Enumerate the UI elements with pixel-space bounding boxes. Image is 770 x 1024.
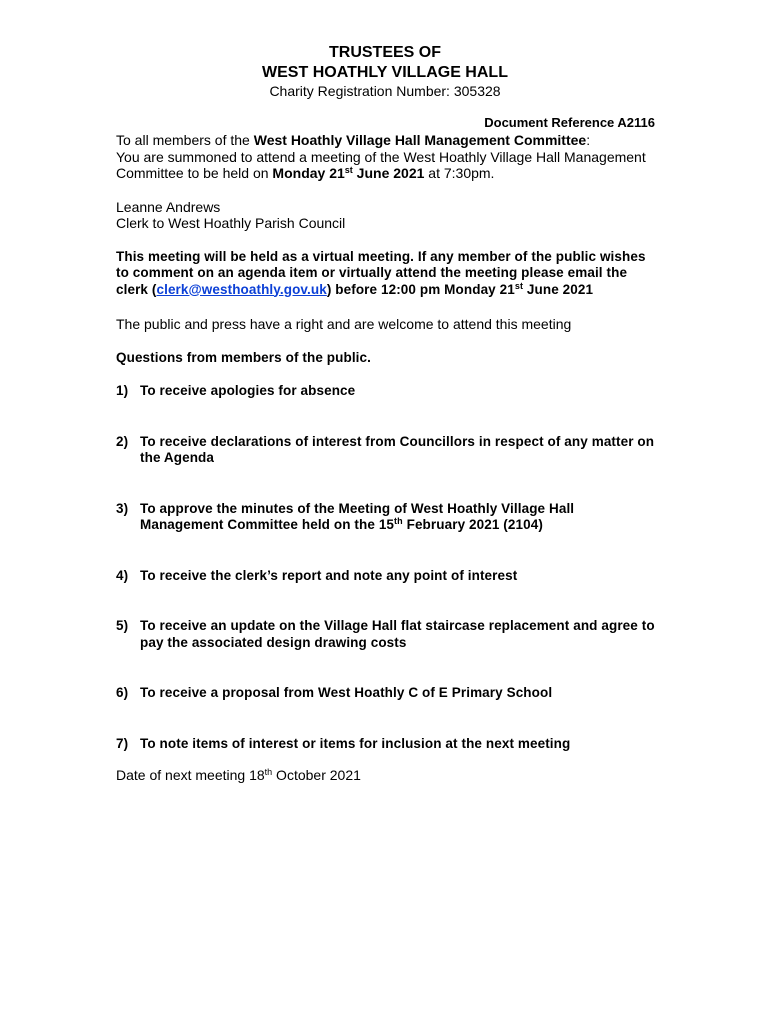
agenda-text-after: February 2021 (2104) [402,517,543,532]
agenda-text-sup: th [394,516,403,526]
meeting-date-sup: st [344,165,353,175]
agenda-text: To receive apologies for absence [140,383,356,398]
virtual-meeting-notice [116,249,661,299]
next-meeting-prefix: Date of next meeting 18 [116,767,265,783]
document-body [116,132,661,784]
agenda-number: 7) [116,735,129,751]
charity-registration: Charity Registration Number: 305328 [269,83,501,99]
clerk-role: Clerk to West Hoathly Parish Council [116,215,346,231]
document-header [0,43,770,100]
agenda-item-1 [116,383,661,400]
meeting-date-day: Monday 21 [272,165,345,181]
agenda-number: 6) [116,685,129,700]
committee-name: West Hoathly Village Hall Management Committee [253,132,587,148]
agenda-number: 3) [116,500,129,516]
agenda-item-6 [116,685,661,702]
clerk-email-link[interactable]: clerk@westhoathly.gov.uk [156,281,327,297]
agenda-item-4 [116,568,661,585]
virtual-notice-text-1: This meeting will be held as a virtual meeting. If any member of the public wishes to comment on an agenda item or virtually attend the meeting please email the clerk ( [116,248,646,297]
agenda-number: 4) [116,567,129,583]
meeting-time: at 7:30pm. [424,165,495,181]
virtual-notice-text-2: ) before 12:00 pm Monday 21 [326,281,515,297]
document-reference: Document Reference A2116 [484,115,655,130]
virtual-notice-sup: st [514,280,524,291]
intro-colon: : [586,132,591,148]
intro-paragraph [116,132,661,182]
clerk-name: Leanne Andrews [116,198,221,215]
agenda-list [116,383,661,752]
title-line-1: TRUSTEES OF [328,44,441,61]
agenda-item-7 [116,736,661,753]
agenda-text: To note items of interest or items for inclusion at the next meeting [140,735,571,751]
questions-heading: Questions from members of the public. [116,349,371,365]
title-line-2: WEST HOATHLY VILLAGE HALL [262,64,508,81]
next-meeting-date [116,767,661,784]
signature-block [116,199,661,232]
agenda-number: 5) [116,618,129,633]
virtual-notice-text-3: June 2021 [523,281,594,297]
intro-prefix: To all members of the [116,132,254,148]
agenda-text: To receive the clerk’s report and note any point of interest [140,567,518,583]
agenda-text: To receive an update on the Village Hall flat staircase replacement and agree to pay the associated design drawing costs [140,618,655,650]
meeting-date-rest: June 2021 [352,165,425,181]
public-notice: The public and press have a right and are welcome to attend this meeting [116,316,572,332]
next-meeting-suffix: October 2021 [272,767,361,783]
agenda-number: 1) [116,383,129,398]
next-meeting-sup: th [264,767,273,777]
agenda-item-2 [116,434,661,467]
agenda-text: To receive a proposal from West Hoathly C of E Primary School [140,685,553,700]
agenda-text-before: To approve the minutes of the Meeting of West Hoathly Village Hall Management Committee held on the 15 [140,500,575,532]
meeting-date [272,165,424,181]
agenda-text [140,501,661,534]
agenda-item-5 [116,618,661,651]
agenda-number: 2) [116,433,129,449]
summons-text: You are summoned to attend a meeting of the West Hoathly Village Hall Management Committee to be held on [116,148,646,181]
agenda-item-3 [116,501,661,534]
agenda-text: To receive declarations of interest from Councillors in respect of any matter on the Agenda [140,433,655,465]
